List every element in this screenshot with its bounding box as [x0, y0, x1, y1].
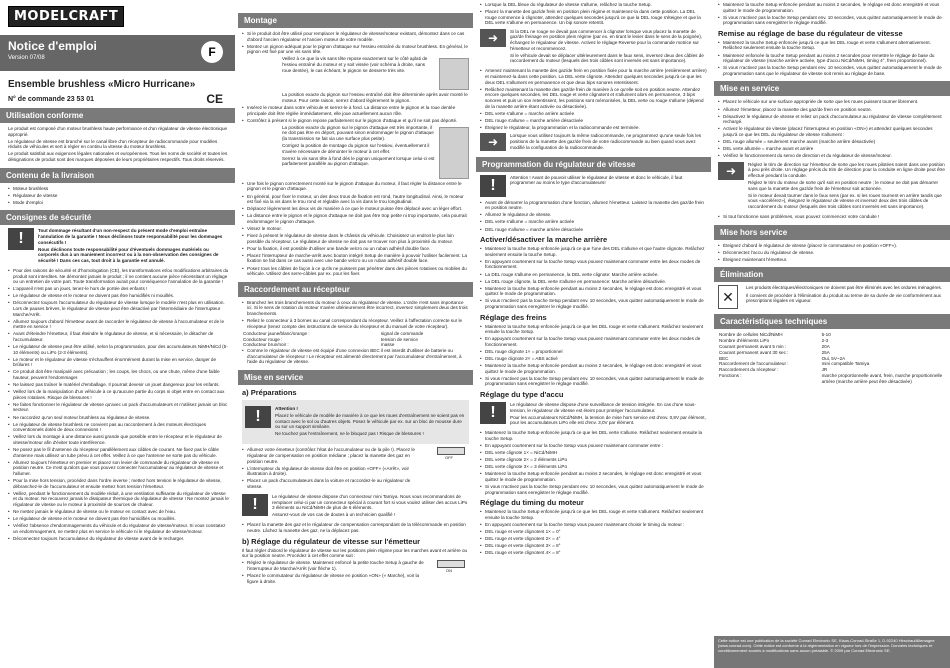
- specs-table: [718, 332, 946, 384]
- list-item: • Éteignez maintenant l'émetteur.: [718, 257, 946, 263]
- list-item: • Mode d'emploi: [8, 200, 229, 206]
- list-item: • Lorsque la DEL bleue du régulateur de vitesse s'allume, relâchez la touche Setup.: [480, 2, 707, 8]
- spec-label: Nombre de cellules NiCd/NiMH: [719, 332, 783, 338]
- list-item: • Maintenez la touche Setup enfoncée jusqu'à ce que les DEL rouge et verte s'allument alternativement. Relâchez seulement ensuite la touche Setup.: [718, 40, 946, 51]
- table-row: [718, 373, 946, 385]
- list-item: • Avant de démarrer la programmation d'une fonction, allumez l'émetteur. Laissez la manette des gaz/de frein en position neutre.: [480, 200, 707, 211]
- list-item: • Le régulateur de vitesse et le moteur ne doivent pas être humidifiés ni mouillés.: [8, 293, 229, 299]
- safety-warning: [8, 228, 229, 265]
- legal-footer: [714, 636, 950, 668]
- wire-function: signal de commande: [380, 330, 424, 336]
- section-start: Mise en service: [238, 370, 473, 385]
- list-item: • DEL verte allumée = marche avant et arrière: [718, 146, 946, 152]
- use-paragraph: Le produit est composé d'un moteur brushless haute performance et d'un régulateur de vitesse électronique approprié.: [8, 126, 228, 137]
- connect-list: [242, 348, 469, 365]
- list-item: • DEL rouge et verte clignotent 2× = 4°: [480, 536, 707, 542]
- list-item: • Veillez lors de la manipulation d'un véhicule à ce qu'aucune partie du corps ni objet entre en contact aux pièces rotatives. Risque de blessures !: [8, 389, 229, 400]
- prog-list: [480, 200, 707, 232]
- list-item: • Le moteur et le régulateur de vitesse s'échauffent énormément durant la mise en service, danger de brûlures !: [8, 357, 229, 368]
- list-item: • Ne raccordez qu'un seul moteur brushless au régulateur de vitesse.: [8, 415, 229, 421]
- spec-label: Fonctions :: [719, 372, 742, 378]
- heading-battery: Réglage du type d'accu: [480, 390, 564, 399]
- list-item: • Déplacez légèrement les deux vis de manière à ce que le moteur puisse être déplacé avec un léger effort.: [242, 206, 469, 212]
- list-item: • Désactivez le régulateur de vitesse et reliez un pack d'accumulateur au régulateur de vitesse complètement rechargé.: [718, 114, 946, 125]
- notice-title: Notice d'emploi: [8, 39, 97, 53]
- mount-list: [242, 31, 469, 55]
- list-item: • Allumez toujours d'abord l'émetteur avant de raccorder le régulateur de vitesse à l'accumulateur et de le mettre en service !: [8, 319, 229, 330]
- list-item: • Maintenez la touche Setup enfoncée jusqu'à ce que l'une des DEL s'allume et que l'autre clignote. Relâchez seulement ensuite la touche Setup.: [480, 246, 707, 257]
- tip-box: [480, 29, 707, 66]
- heading-reset: Remise au réglage de base du régulateur de vitesse: [718, 28, 903, 38]
- spec-label: Raccordement du récepteur :: [719, 367, 779, 373]
- footer-text: Cette notice est une publication de la société Conrad Electronic SE, Klaus-Conrad-Straße 1, D-92240 Hirschau/Allemagne (www.conrad.com). Cette notice est conforme à la réglementation en vigueur lors de l'impression. Données techniques et conditionnement soumis à modifications sans aucun préalable. © 2009 par Conrad Electronic SE.: [718, 638, 935, 653]
- tip-text: Si le véhicule devait se déplacer ultérieurement dans le faux sens, inversez deux des câbles de raccordement du moteur (lesquels des trois câbles sont inversés est sans importance).: [510, 52, 704, 64]
- list-item: • Allumez l'émetteur, placez la manette des gaz/de frein en position neutre.: [718, 107, 946, 113]
- list-item: • Pour des raisons de sécurité et d'homologation (CE), les transformations et/ou modifications arbitraires du produit sont interdites. Ne démontez jamais le produit ; il ne contient aucune pièce nécessitant un réglage ou un entretien de votre part. Toute transformation aurait pour conséquence l'annulation de la garantie !: [8, 268, 229, 285]
- spec-label: Raccordement de l'accumulateur :: [719, 361, 789, 367]
- use-paragraph: Le régulateur de vitesse est branché sur le canal libre d'un récepteur de radiocommande pour modèles réduits de véhicules et sert à régler en continu la vitesse du moteur brushless.: [8, 138, 218, 150]
- heading-preparations: a) Préparations: [242, 387, 297, 397]
- list-item: • Si vous n'activez pas la touche Setup pendant env. 10 secondes, vous quittez automatiquement le mode de programmation sans enregistrer le réglage modifié.: [480, 298, 707, 309]
- wire-label: Conducteur rouge :: [243, 336, 283, 342]
- list-item: • Pour la mise hors tension, procédez dans l'ordre inverse ; mettez hors tension le régulateur de vitesse, débranchez-le de l'accumulateur et ensuite mettez hors tension l'émetteur.: [8, 478, 229, 489]
- list-item: • Si vous n'activez pas la touche Setup pendant env. 10 secondes, vous quittez automatiquement le mode de programmation sans que le régulateur de vitesse soit remis au réglage de base.: [718, 65, 946, 76]
- list-item: • Si tout fonctionne sans problèmes, vous pouvez commencez votre conduite !: [718, 214, 946, 220]
- setup-list: [242, 560, 425, 584]
- spec-value: 20A: [821, 344, 830, 349]
- gear-alignment-image: [439, 127, 469, 179]
- list-item: • Ne laissez pas traîner le matériel d'emballage. Il pourrait devenir un jouet dangereux pour les enfants.: [8, 382, 229, 388]
- list-item: • Si vous n'activez pas la touche Setup pendant env. 10 secondes, vous quittez automatiquement le mode de programmation sans enregistrer le réglage modifié.: [480, 484, 707, 495]
- setup-list: [480, 2, 707, 26]
- content-list: [8, 186, 229, 206]
- warning-text: Le régulateur de vitesse dispose d'une surveillance de tension intégrée. En cas d'une sous-tension, le régulateur de vitesse est éteint pour protéger l'accumulateur.: [510, 402, 696, 413]
- crossed-bin-icon: ✕: [718, 285, 738, 309]
- column-1: [0, 0, 235, 668]
- heading-timing: Réglage du timing du moteur: [480, 498, 584, 508]
- warning-icon: !: [480, 175, 506, 197]
- list-item: • Maintenez la touche Setup enfoncée jusqu'à ce que les DEL verte s'allume. Relâchez seulement ensuite la touche Setup.: [480, 430, 707, 441]
- list-item: • La DEL rouge s'allume en permanence, la DEL verte clignote: Marche arrière activée.: [480, 272, 707, 278]
- wire-function: tension de service: [380, 336, 418, 342]
- list-item: • Insérez le moteur dans votre véhicule et serrez-le à fond. La distance entre le pignon et la roue dentée principale doit être réglée immédiatement, elle joue actuellement aucun rôle.: [242, 105, 469, 116]
- list-item: • Maintenez enfoncée la touche Setup pendant au moins 2 secondes pour remettre le réglage de base du régulateur de vitesse (marche arrière activée, type d'accu NiCd/NiMH, timing 4°, frein proportionnel).: [718, 53, 946, 64]
- list-item: • Une fois le pignon correctement monté sur le pignon d'attaque du moteur, il faut régler la distance entre le pignon et le pignon d'attaque.: [242, 181, 469, 192]
- tip-text: Réglez le trim du moteur de sorte qu'il soit en position neutre ; le moteur ne doit pas démarrer sans que la manette des gaz/de frein de l'émetteur soit actionnée.: [748, 180, 939, 191]
- list-item: • DEL rouge s'allume = marche arrière désactivée: [480, 227, 707, 233]
- list-item: • Si le produit doit être utilisé pour remplacer le régulateur de vitesse/moteur existant, démontez dans ce cas d'abord l'ancien régulateur et l'ancien moteur de votre modèle.: [242, 31, 469, 42]
- column-2: [238, 0, 473, 668]
- switch-icon: [437, 560, 465, 568]
- wire-function: masse: [380, 342, 395, 348]
- mount-note: Corrigez la position de montage du pignon sur l'essieu, éventuellement il s'avère nécessaire de démonter le moteur à cet effet.: [282, 143, 430, 154]
- list-item: • Allumez votre émetteur (contrôlez l'état de l'accumulateur ou de la pile !). Placez le régulateur de compensation en position médiane ; placez la manette des gaz en position neutre.: [242, 447, 425, 464]
- spec-label: Nombre d'éléments LiPo: [719, 338, 770, 344]
- spec-value: 2-3: [821, 338, 829, 344]
- list-item: • Relâchez maintenant la manette des gaz/de frein de manière à ce qu'elle soit en position neutre. Attendez encore quelques secondes, les DEL rouge et verte clignotent et s'allument alors en permanence, 3 bips sonores et puis un son retentissent, les positions sont mémorisées, la DEL verte ou rouge s'allume (dépend de la manette arrière étant activée ou désactivée).: [480, 87, 707, 109]
- warning-text: Pour les accumulateurs NiCd/NiMH, la tension de mise hors service est d'env. 0,8V par élément, pour les accumulateurs LiPo elle est d'env. 3,0V par élément.: [510, 414, 706, 426]
- safety-list: [8, 268, 229, 542]
- list-item: • Vissez le moteur.: [242, 226, 469, 232]
- list-item: • Vérifiez le fonctionnement du servo de direction et du régulateur de vitesse/moteur.: [718, 153, 946, 159]
- warning-icon: !: [8, 228, 34, 250]
- list-item: • Posez tous les câbles de façon à ce qu'ils ne puissent pas pénétrer dans des pièces rotatives ou mobiles du véhicule. Utilisez des serre-câbles par ex. pour les fixer.: [242, 266, 469, 277]
- list-item: • Déconnectez toujours l'accumulateur du régulateur de vitesse avant de le recharger.: [8, 536, 229, 542]
- section-mount: Montage: [238, 13, 473, 28]
- timing-list: [480, 509, 707, 556]
- list-item: • En appuyant courtement sur la touche Setup vous pouvez maintenant commuter entre les deux modes de fonctionnement.: [480, 336, 707, 347]
- section-safety: Consignes de sécurité: [0, 210, 235, 225]
- reverse-list: [480, 246, 707, 309]
- list-item: • En appuyant courtement sur la touche Setup vous pouvez maintenant commuter entre les deux modes de fonctionnement.: [480, 259, 707, 270]
- warning-icon: !: [242, 494, 268, 516]
- list-item: • Veillez lors du montage à une distance aussi grande que possible entre le récepteur et le régulateur de vitesse/moteur afin d'éviter toute interférence.: [8, 434, 229, 445]
- list-item: • Pour la fixation, il est possible d'utiliser une bande velcro ou un ruban adhésif double face.: [242, 246, 469, 252]
- list-item: • En appuyant courtement sur la touche Setup vous pouvez maintenant choisir le timing du moteur :: [480, 522, 707, 528]
- language-badge: F: [201, 41, 223, 63]
- list-item: • L'appareil n'est pas un jouet, tenez-le hors de portée des enfants !: [8, 286, 229, 292]
- list-item: • Placez l'interrupteur de marche-arrêt avec bouton intégré Setup de manière à pouvoir l'utiliser facilement. La fixation se fait dans ce cas aussi avec une bande velcro ou un ruban adhésif double face.: [242, 253, 469, 264]
- use-list: [718, 99, 946, 158]
- battery-list: [480, 430, 707, 495]
- setup-list: [480, 68, 707, 130]
- list-item: • Veillez, pendant le fonctionnement du modèle réduit, à une ventilation suffisante du régulateur de vitesse et du moteur. Ne recouvrez jamais le dissipateur thermique du régulateur de vitesse ! Ne montez jamais le régulateur de vitesse ou le moteur à proximité de sources de chaleur.: [8, 491, 229, 508]
- list-item: • En appuyant courtement sur la touche Setup vous pouvez maintenant commuter entre :: [480, 443, 707, 449]
- heading-setup: b) Réglage du régulateur de vitesse sur l'émetteur: [242, 536, 421, 546]
- list-item: • Maintenez la touche Setup enfoncée pendant au moins 2 secondes, le réglage est donc enregistré et vous quittez le mode de programmation.: [480, 471, 707, 482]
- spec-value: mini compatible Tamiya: [821, 361, 870, 367]
- list-item: • Placez le commutateur du régulateur de vitesse en position «ON» (« Marche), voir la figure à droite.: [242, 573, 425, 584]
- section-use: Mise en service: [714, 81, 950, 96]
- attention-box: [242, 400, 469, 444]
- wire-table: [242, 331, 469, 348]
- list-item: • Éteignez d'abord le régulateur de vitesse (placez le commutateur en position «OFF»).: [718, 243, 946, 249]
- off-list: [718, 243, 946, 263]
- section-content: Contenu de la livraison: [0, 168, 235, 183]
- list-item: • Maintenez la touche Setup enfoncée pendant au moins 2 secondes, le réglage est donc enregistré et vous quittez le mode de programmation.: [480, 286, 707, 297]
- spec-value: marche proportionnelle avant, frein, marche proportionnelle arrière (marche arrière peut être désactivée): [821, 372, 943, 384]
- warning-text: Attention ! Avant de pouvoir utiliser le régulateur de vitesse et donc le véhicule, il faut programmer au moins le type d'accumulateurs!: [510, 174, 683, 186]
- list-item: • Avant d'éteindre l'émetteur, il faut éteindre le régulateur de vitesse, et si nécessaire, le détacher de l'accumulateur.: [8, 331, 229, 342]
- switch-diagram: [429, 560, 469, 585]
- list-item: • Branchez les trois branchements du moteur à ceux du régulateur de vitesse. L'ordre n'est sans importance ici. Si le sens de rotation du moteur s'avère ultérieurement être incorrect, inversez simplement deux des trois branchements.: [242, 300, 469, 317]
- mount-note: Serrez la vis sans tête à fond dès le pignon uniquement lorsque celui-ci est parfaitement parallèle au pignon d'attaque.: [282, 155, 435, 167]
- prep-list: [242, 522, 469, 533]
- list-item: • Reliez le connecteur à 3 bornes au canal correspondant du récepteur. Veillez à l'affectation correcte sur le récepteur (tenez compte des instructions de service du récepteur et du manuel de votre récepteur).: [242, 318, 469, 329]
- warning-text: Nous déclinons toute responsabilité pour d'éventuels dommages matériels ou corporels dus à un maniement incorrect ou à la non-observation des consignes de sécurité ! Dans ces cas, tout droit à la garantie est annulé.: [38, 246, 219, 263]
- list-item: • Contrôlez à présent si le pignon repose parfaitement sur le pignon d'attaque et qu'il ne soit pas déporté.: [242, 118, 469, 124]
- list-item: • Montez un pignon adéquat pour le pignon d'attaque sur l'essieu entraîné du moteur brushless. En général, le pignon est fixé par une vis sans tête.: [242, 44, 469, 55]
- warning-icon: !: [245, 406, 271, 428]
- list-item: • Allumez toujours l'émetteur en premier et placez son levier de commande du régulateur de vitesse en position neutre. Ce n'est qu'alors que vous pouvez connecter l'accumulateur au régulateur de vitesse et l'allumer.: [8, 460, 229, 477]
- list-item: • Si vous n'activez pas la touche Setup pendant env. 10 secondes, vous quittez automatiquement le mode de programmation sans enregistrer le réglage modifié.: [718, 15, 946, 26]
- list-item: • Éteignez le régulateur, la programmation et la radiocommande est terminée.: [480, 125, 707, 131]
- list-item: • DEL verte clignote 2× = 2 éléments LiPo: [480, 457, 707, 463]
- list-item: • Allumez le régulateur de vitesse.: [480, 212, 707, 218]
- ce-mark: CE: [206, 92, 223, 106]
- arrow-right-icon: ➜: [718, 162, 744, 180]
- section-programming: Programmation du régulateur de vitesse: [476, 157, 711, 172]
- list-item: • Comme le régulateur de vitesse est équipé d'une connexion BEC il est interdit d'utiliser de batterie ou d'accumulateur de récepteur ! Le récepteur est alimenté directement par l'accumulateur d'entraînement, à l'aide du régulateur de vitesse.: [242, 348, 469, 365]
- list-item: • Maintenez la touche Setup enfoncée jusqu'à ce que les DEL rouge et verte s'allument. Relâchez seulement ensuite la touche Setup.: [480, 509, 707, 520]
- list-item: • DEL rouge et verte clignotent 3× = 8°: [480, 543, 707, 549]
- tip-text: Lorsque vous utilisez toujours la même radiocommande, ne programmez qu'une seule fois les positions de la manette des gaz/de frein de votre radiocommande ou bien quand vous avez modifié la configuration de la radiocommande.: [510, 133, 702, 150]
- list-item: • Activez le régulateur de vitesse (placez l'interrupteur en position «ON») et attendez quelques secondes jusqu'à ce que les DEL du régulateur de vitesse s'allument :: [718, 126, 946, 137]
- mount-note: La position exacte du pignon sur l'essieu entraîné doit être déterminée après avoir monté le moteur. Pour cette raison, serrez d'abord légèrement le pignon.: [282, 92, 468, 103]
- section-specs: Caractéristiques techniques: [714, 314, 950, 329]
- list-item: • Régulateur de vitesse: [8, 193, 229, 199]
- mount-note: Veillez à ce que la vis sans tête repose exactement sur le côté aplati de l'essieu entraîné du moteur et y soit vissée (voir schéma à droite, sans roue dentée), le cas échéant, le pignon se desserre très vite.: [282, 56, 428, 73]
- list-item: • Placez un pack d'accumulateurs dans la voiture et raccordez-le au régulateur de vitesse.: [242, 478, 425, 489]
- list-item: • Le régulateur de vitesse et le moteur ne doivent pas être humidifiés ou mouillés.: [8, 516, 229, 522]
- list-item: • Si vous n'activez pas la touche Setup pendant env. 10 secondes, vous quittez automatiquement le mode de programmation sans enregistrer le réglage modifié.: [480, 376, 707, 387]
- switch-on-label: ON: [446, 568, 452, 574]
- heading-brake: Réglage des freins: [480, 312, 547, 322]
- disposal-text: Il convient de procéder à l'élimination du produit au terme de sa durée de vie conformément aux prescriptions légales en vigueur.: [746, 292, 941, 304]
- spec-label: Courant permanent avant 5 min :: [719, 344, 787, 349]
- spec-value: 25A: [821, 349, 830, 355]
- notice-header: [0, 35, 235, 71]
- spec-value: 5-10: [821, 332, 831, 338]
- list-item: • DEL verte clignote 1× = NiCd/NiMH: [480, 450, 707, 456]
- list-item: • La DEL rouge clignote, la DEL verte s'allume en permanence: Marche arrière désactivée.: [480, 279, 707, 285]
- list-item: • Ne faites fonctionner le régulateur de vitesse qu'avec un pack d'accumulateurs et n'utilisez jamais un bloc secteur.: [8, 402, 229, 413]
- warning-text: Tout dommage résultant d'un non-respect du présent mode d'emploi entraîne l'annulation de la garantie ! Nous déclinons toute responsabilité pour les dommages consécutifs !: [38, 228, 223, 245]
- warning-text: Assurez-vous de vos cas de doutes à un technicien qualifié !: [272, 512, 396, 518]
- spec-label: Courant permanent avant 30 sec :: [719, 349, 789, 355]
- list-item: • DEL rouge allumée = seulement marche avant (marche arrière désactivée): [718, 139, 946, 145]
- list-item: • Ne mettez jamais le régulateur de vitesse ou le moteur en contact avec de l'eau.: [8, 509, 229, 515]
- list-item: • Le régulateur de vitesse peut être utilisé, selon la programmation, pour des accumulateurs NiMH/NiCd (5-10 éléments) ou LiPo (2-3 éléments).: [8, 344, 229, 355]
- list-item: • Amenez maintenant la manette des gaz/de frein en position fixée pour la marche arrière (entièrement arrière) et maintenez-la dans cette position. La DEL verte clignote. Attendez quelques secondes jusqu'à ce que les deux DEL s'allument en permanence et que deux bips sonores retentissent.: [480, 68, 707, 85]
- spec-label: BEC: [719, 355, 729, 361]
- timing-list: [718, 2, 946, 26]
- tip-text: Réglez le trim de direction sur l'émetteur de sorte que les roues pilotées soient dans une position à peu près droite. Un réglage précis du trim de direction pour la conduite en ligne droite peut être effectué pendant la conduite.: [748, 161, 945, 178]
- list-item: • Ne posez pas le fil d'antenne du récepteur parallèlement aux câbles de courant. Ne fixez pas le câble d'antenne mais utilisez un tube prévu à cet effet. Veillez à ce que l'antenne ne sorte pas du véhicule.: [8, 447, 229, 458]
- list-item: • Déconnectez toujours l'accumulateur du régulateur de vitesse lorsque le modèle n'est plus en utilisation. Lors de pauses brèves, le régulateur de vitesse peut être désactivé par l'intermédiaire de l'interrupteur Marche/Arrêt.: [8, 300, 229, 317]
- list-item: • Ce produit doit être manipulé avec précaution ; les coups, les chocs, ou une chute, même d'une faible hauteur, peuvent l'endommager.: [8, 369, 229, 380]
- mount-list: [242, 181, 469, 277]
- list-item: • Moteur brushless: [8, 186, 229, 192]
- arrow-right-icon: ➜: [480, 29, 506, 47]
- tip-box: [480, 133, 707, 151]
- prep-list: [242, 447, 425, 489]
- section-connect: Raccordement au récepteur: [238, 282, 473, 297]
- setup-paragraph: Il faut régler d'abord le régulateur de vitesse sur les positions plein régime pour les marches avant et arrière ou sur la position neutre. Procédez à cet effet comme suit :: [242, 547, 468, 559]
- list-item: • DEL rouge clignote 2× = ABS activé: [480, 356, 707, 362]
- connect-list: [242, 300, 469, 329]
- section-off: Mise hors service: [714, 225, 950, 240]
- column-3: [476, 0, 711, 668]
- list-item: • L'interrupteur du régulateur de vitesse doit être en position «OFF» («Arrêt», voir illustration à droite).: [242, 466, 425, 477]
- warning-text: Le régulateur de vitesse dispose d'un connecteur mini Tamiya. Nous vous recommandons de remplacer celui-ci par un connecteur spécial à courant fort si vous voulez utiliser des accus LiPo 3 éléments ou NiCd/NiMH de plus de 6 éléments.: [272, 494, 468, 511]
- list-item: • DEL rouge et verte clignotent 1× = 0°: [480, 529, 707, 535]
- spec-value: JR: [821, 367, 828, 373]
- switch-diagram: [429, 447, 469, 491]
- tip-text: Si le moteur devait tourner dans le faux sens (par ex. si les roues tournent en arrière tandis que vous «accélérez»), éteignez le régulateur de vitesse et inversez deux des trois câbles de raccordement du moteur (lesquels des trois câbles sont inversés est sans importance).: [748, 192, 942, 209]
- warning-icon: !: [480, 402, 506, 424]
- list-item: • DEL verte clignote 3× = 3 éléments LiPo: [480, 464, 707, 470]
- list-item: • Vérifiez l'absence d'endommagements du véhicule et du régulateur de vitesse/moteur. Si vous constatez un endommagement, ne mettez plus en service le véhicule ni le régulateur de vitesse/moteur.: [8, 523, 229, 534]
- list-item: • Maintenez la touche Setup enfoncée jusqu'à ce que les DEL rouge et verte s'allument. Relâchez seulement ensuite la touche Setup.: [480, 324, 707, 335]
- list-item: • DEL rouge et verte clignotent 4× = 8°: [480, 550, 707, 556]
- prog-warning: [480, 175, 707, 197]
- mount-note: La position exacte du pignon sur le pignon d'attaque est très importante, il ne doit pas être en déport, pouvant sinon endommager le pignon d'attaque (la transmission se fait via une surface plus petite).: [282, 124, 434, 142]
- list-item: • Fixez à présent le régulateur de vitesse dans le châssis du véhicule. Choisissez un endroit le plus loin possible du récepteur. Le régulateur de vitesse ne doit pas se trouver non plus à proximité du moteur.: [242, 233, 469, 244]
- wire-label: Conducteur brun/noir :: [243, 342, 289, 348]
- brand-logo: MODELCRAFT: [8, 6, 124, 27]
- attention-text: Ne touchez pas l'entraînement, ne le bloquez pas ! Risque de blessures !: [275, 431, 424, 437]
- list-item: • DEL verte s'allume = marche arrière activée: [480, 219, 707, 225]
- arrow-right-icon: ➜: [480, 133, 506, 151]
- list-item: • Déconnectez l'accu du régulateur de vitesse.: [718, 250, 946, 256]
- list-item: • Maintenez la touche Setup enfoncée pendant au moins 2 secondes, le réglage est donc enregistré et vous quittez le mode de programmation.: [480, 363, 707, 374]
- order-number: N° de commande 23 53 01: [8, 96, 95, 103]
- tip-text: Si la DEL ne rouge ne devait pas commencer à clignoter lorsque vous placez la manette de gaz/de freinage en position plein régime (par ex. en tirant le levier dans le sens de la poignée), échangez le régulateur de vitesse. Activez le réglage Reverse pour la commande motrice sur l'émetteur et recommencez.: [510, 28, 703, 51]
- column-4: [714, 0, 950, 668]
- motor-shaft-image: [439, 58, 469, 90]
- list-item: • Placez la manette des gaz et le régulateur de compensation correspondant de la télécommande en position neutre. Lâchez la manette des gaz, ne la déplacez pas.: [242, 522, 469, 533]
- list-item: • Placez la manette des gaz/de frein en position plein régime et maintenez-la dans cette position. La DEL rouge commence à clignoter, attendez quelques secondes jusqu'à ce que la DEL rouge s'éteigne et que la DEL verte s'allume en permanence. Un bip sonore retentit.: [480, 9, 707, 26]
- brake-list: [480, 324, 707, 387]
- list-item: • Maintenez la touche Setup enfoncée pendant au moins 2 secondes, le réglage est donc enregistré et vous quittez le mode de programmation.: [718, 2, 946, 13]
- attention-title: Attention !: [275, 405, 298, 411]
- use-paragraph: Le produit satisfait aux exigences légales nationales et européennes. Tous les noms de société et toutes les désignations de produit sont des marques déposées de leurs propriétaires respectifs. Tous droits réservés.: [8, 151, 228, 162]
- tip-box: [718, 162, 946, 211]
- heading-reverse: Activer/désactiver la marche arrière: [480, 235, 608, 245]
- section-disposal: Élimination: [714, 267, 950, 282]
- use-list: [718, 214, 946, 220]
- list-item: • En général, pour fixer le moteur, un des deux trous de fixation est rond, l'autre longitudinal. Ainsi, le moteur est fixé via la vis dans le trou rond et réglable avec la vis dans le trou longitudinal.: [242, 194, 469, 205]
- connector-warning: [242, 494, 469, 519]
- reset-list: [718, 40, 946, 77]
- list-item: • Le régulateur de vitesse brushless ne convient pas au raccordement à des moteurs électriques conventionnels dotés de deux connexions !: [8, 422, 229, 433]
- list-item: • DEL rouge s'allume = marche arrière désactivée: [480, 118, 707, 124]
- attention-text: Placez le véhicule de modèle de manière à ce que les roues d'entraînement ne soient pas en contact avec le sol ou d'autres objets. Posez le véhicule par ex. sur un bloc de mousse dure ou sur un support similaire.: [275, 412, 465, 430]
- list-item: • Placez le véhicule sur une surface appropriée de sorte que les roues puissent tourner librement.: [718, 99, 946, 105]
- list-item: • DEL verte s'allume = marche arrière activée: [480, 111, 707, 117]
- product-title: Ensemble brushless «Micro Hurricane»: [8, 79, 196, 90]
- mount-list: [242, 105, 469, 123]
- notice-version: Version 07/08: [8, 55, 45, 61]
- battery-warning: [480, 402, 707, 427]
- list-item: • La distance entre le pignon et le pignon d'attaque ne doit pas être trop petite ni trop importante, cela pourrait endommager le pignon d'attaque.: [242, 213, 469, 224]
- disposal-text: Les produits électriques/électroniques ne doivent pas être éliminés avec les ordures ménagères.: [746, 285, 943, 291]
- switch-off-label: OFF: [445, 455, 453, 461]
- switch-icon: [437, 447, 465, 455]
- list-item: • Réglez le régulateur de vitesse. Maintenez enfoncé la petite touche Setup à gauche de l'interrupteur de Marche/Arrêt (voir flèche 1).: [242, 560, 425, 571]
- section-use: Utilisation conforme: [0, 108, 235, 123]
- spec-value: Oui, 5V~2A: [821, 355, 846, 361]
- list-item: • DEL rouge clignote 1× = proportionnel: [480, 349, 707, 355]
- wire-label: Conducteur jaune/blanc/orange :: [243, 330, 310, 336]
